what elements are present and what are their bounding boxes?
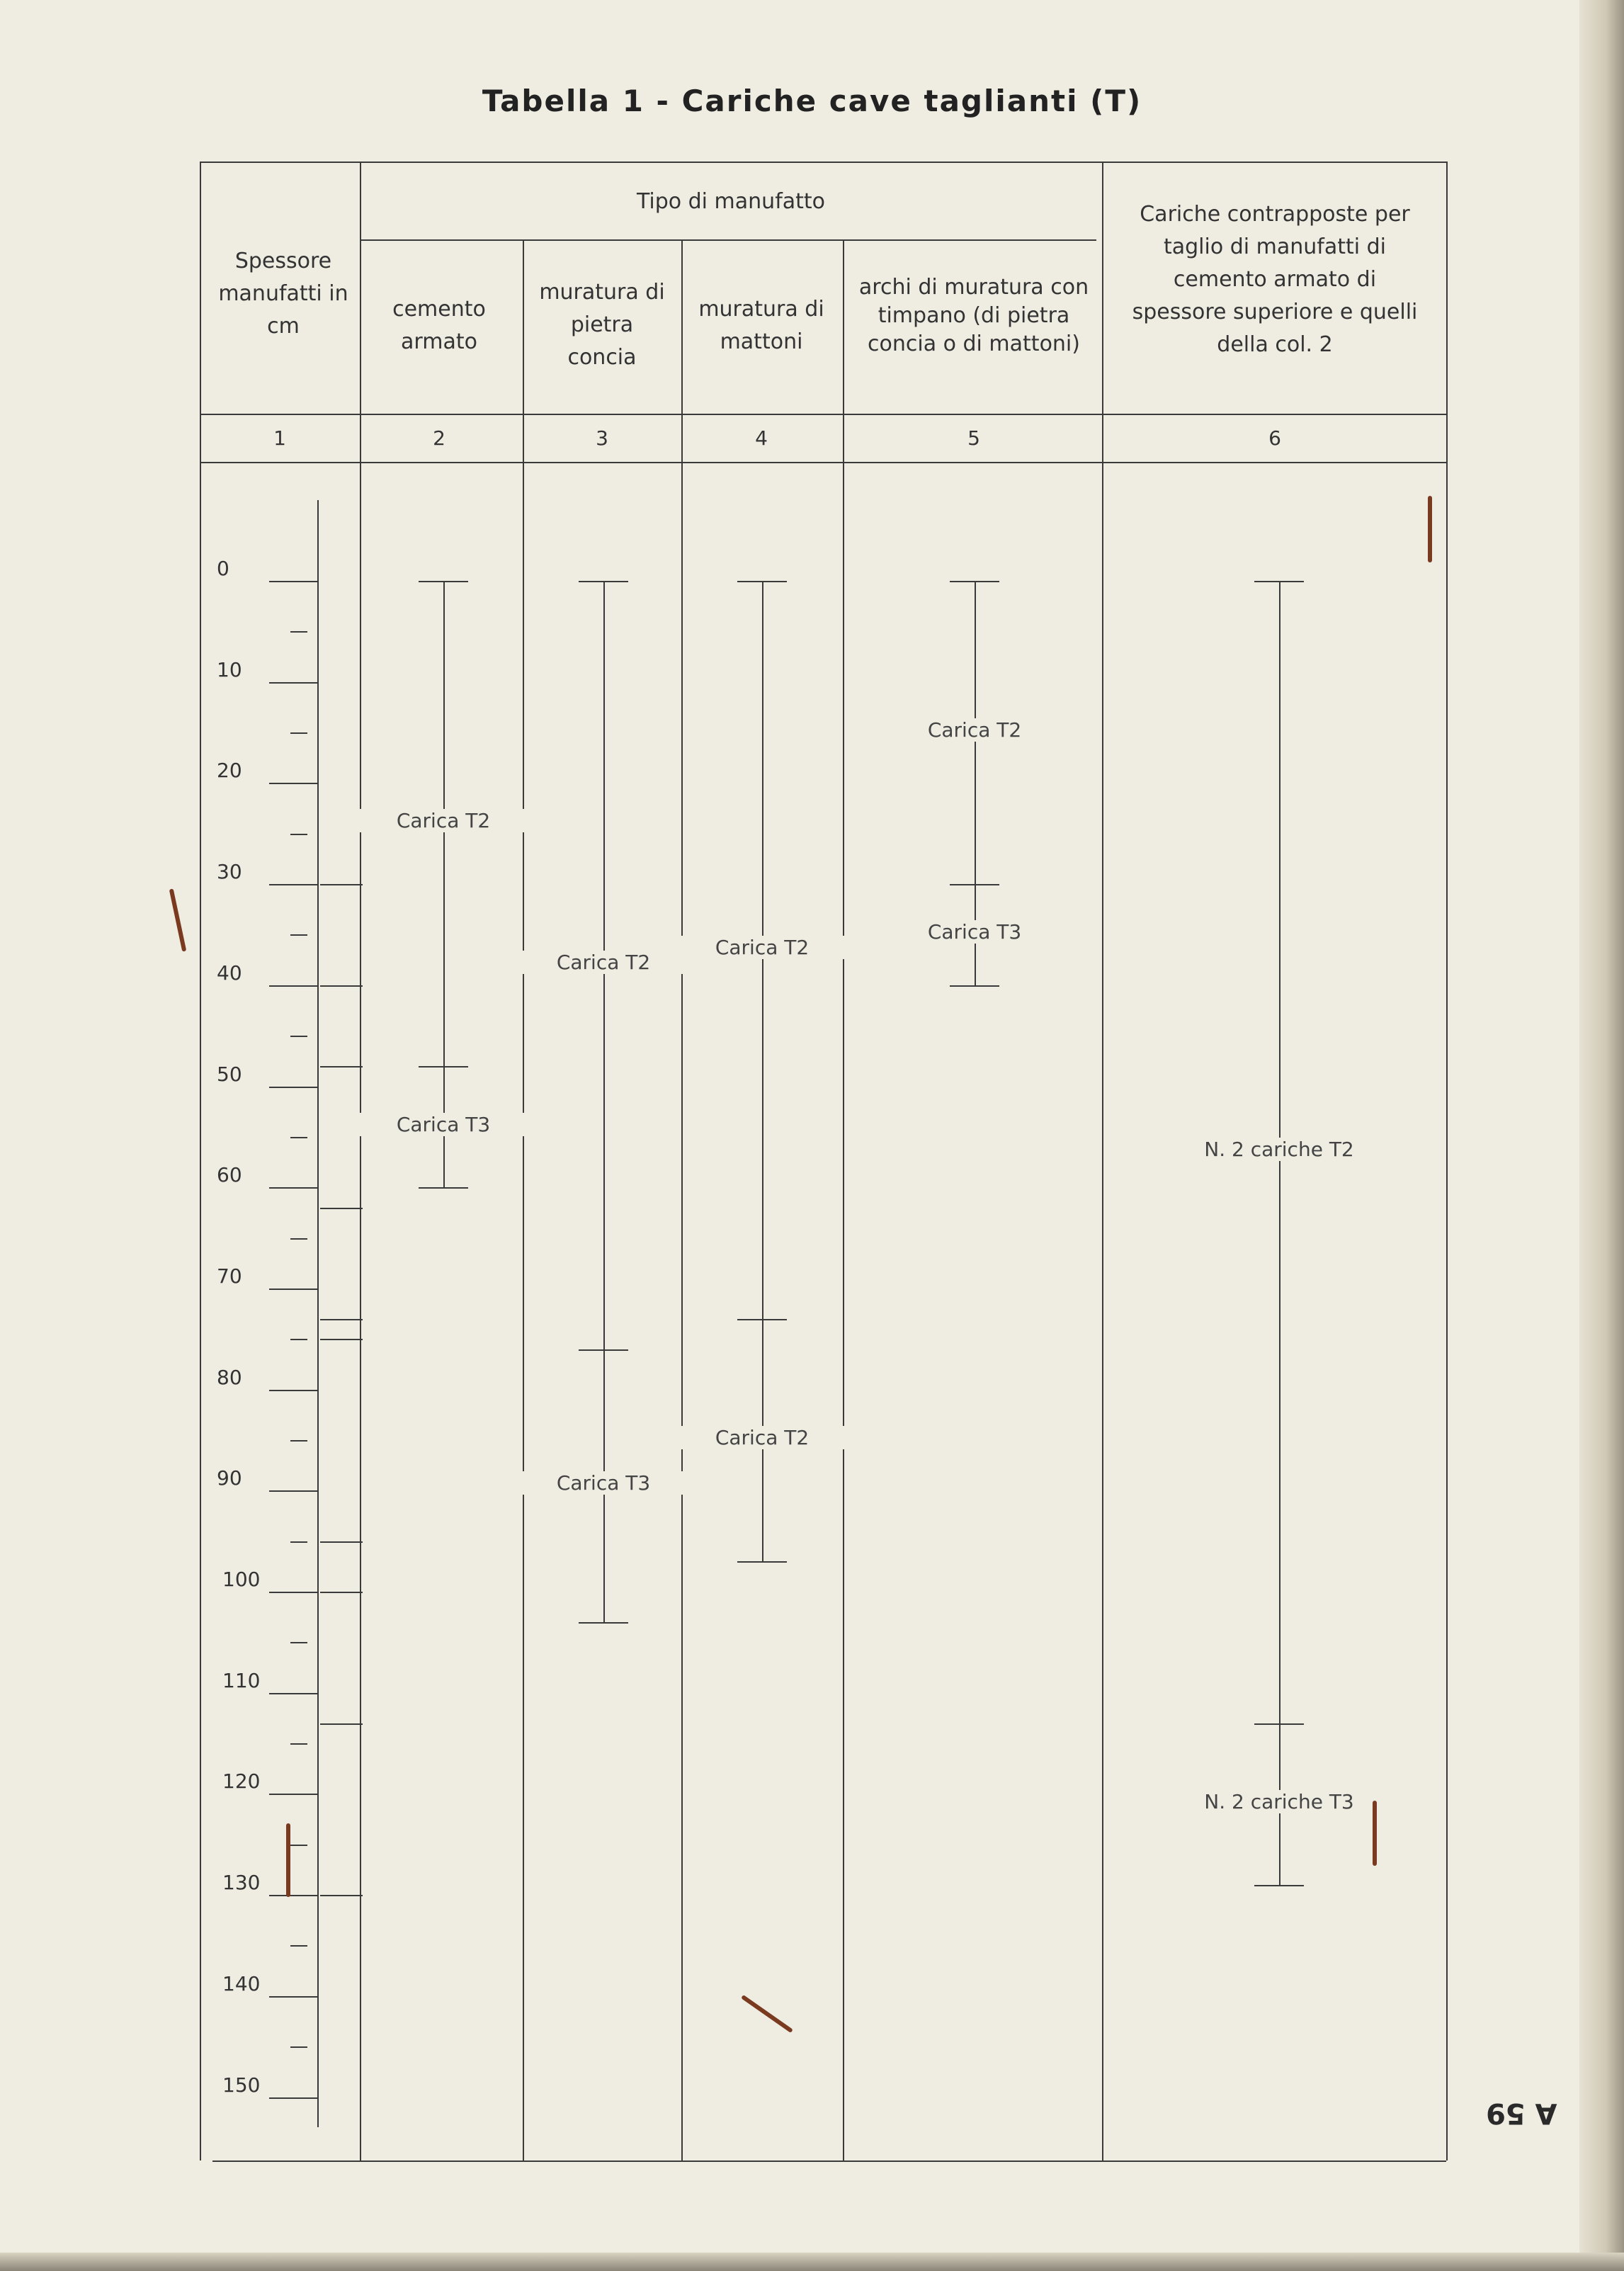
charge-label-c5-0: Carica T2 xyxy=(890,718,1060,742)
scale-label: 40 xyxy=(217,961,242,985)
scale-major-tick xyxy=(269,1187,319,1189)
scale-label: 90 xyxy=(217,1466,242,1490)
scale-label: 140 xyxy=(222,1971,261,1995)
scale-label: 60 xyxy=(217,1163,242,1187)
scale-minor-tick xyxy=(290,631,307,633)
scale-axis-line xyxy=(317,500,319,2127)
charge-cap-top-c2-0 xyxy=(419,581,468,582)
header-group-structure-type: Tipo di manufatto xyxy=(636,189,826,214)
scale-label: 110 xyxy=(222,1668,261,1692)
charge-cap-top-c3-0 xyxy=(579,581,628,582)
scale-marker-tick xyxy=(320,1319,363,1320)
scale-marker-tick xyxy=(320,1723,363,1725)
charge-label-c6-0: N. 2 cariche T2 xyxy=(1194,1138,1364,1161)
scale-marker-tick xyxy=(320,985,363,987)
header-col6-opposed-charges: Cariche contrapposte per taglio di manufatti di cemento armato di spessore superiore e quelli della col. 2 xyxy=(1132,202,1418,357)
staple-mark xyxy=(1373,1801,1377,1866)
scale-label: 120 xyxy=(222,1769,261,1794)
scale-marker-tick xyxy=(320,1208,363,1209)
scale-major-tick xyxy=(269,1592,319,1593)
scale-minor-tick xyxy=(290,1440,307,1442)
column-number-3: 3 xyxy=(596,426,608,450)
scale-major-tick xyxy=(269,682,319,684)
scale-label: 50 xyxy=(217,1062,242,1086)
charge-label-c5-1: Carica T3 xyxy=(890,920,1060,944)
charge-cap-bottom-c4-1 xyxy=(737,1561,787,1563)
scale-label: 70 xyxy=(217,1264,242,1288)
staple-mark xyxy=(741,1995,793,2033)
charge-label-c4-0: Carica T2 xyxy=(677,936,847,959)
charge-cap-bottom-c6-1 xyxy=(1254,1885,1304,1886)
scale-marker-tick xyxy=(320,1541,363,1543)
charge-cap-top-c4-0 xyxy=(737,581,787,582)
charge-cap-top-c2-1 xyxy=(419,1066,468,1067)
scale-label: 130 xyxy=(222,1871,261,1895)
column-number-6: 6 xyxy=(1268,426,1281,450)
scale-minor-tick xyxy=(290,732,307,734)
staple-mark xyxy=(286,1823,290,1897)
scale-marker-tick xyxy=(320,1592,363,1593)
scale-label: 30 xyxy=(217,860,242,884)
charge-cap-top-c4-1 xyxy=(737,1319,787,1320)
charge-label-c4-1: Carica T2 xyxy=(677,1426,847,1449)
page-edge-shadow xyxy=(1579,0,1624,2271)
header-col2-reinforced-concrete: cemento armato xyxy=(392,297,486,354)
scale-major-tick xyxy=(269,1289,319,1290)
header-col4-brick-masonry: muratura di mattoni xyxy=(698,297,824,354)
column-number-1: 1 xyxy=(273,426,286,450)
staple-mark xyxy=(169,888,187,951)
page-code: A 59 xyxy=(1486,2097,1557,2129)
charge-cap-top-c5-0 xyxy=(950,581,999,582)
header-col5-masonry-arches: archi di muratura con timpano (di pietra concia o di mattoni) xyxy=(858,275,1089,356)
scale-major-tick xyxy=(269,1390,319,1391)
scale-major-tick xyxy=(269,1490,319,1492)
scale-label: 10 xyxy=(217,657,242,681)
table-title: Tabella 1 - Cariche cave taglianti (T) xyxy=(482,84,1142,118)
charge-cap-top-c3-1 xyxy=(579,1349,628,1351)
scale-major-tick xyxy=(269,783,319,784)
scale-marker-tick xyxy=(320,1339,363,1340)
scale-minor-tick xyxy=(290,1238,307,1240)
charge-cap-top-c6-0 xyxy=(1254,581,1304,582)
charge-cap-bottom-c2-1 xyxy=(419,1187,468,1189)
page-bottom-edge xyxy=(0,2253,1624,2271)
charge-label-c2-1: Carica T3 xyxy=(358,1113,528,1136)
column-number-5: 5 xyxy=(967,426,980,450)
charge-cap-bottom-c3-1 xyxy=(579,1622,628,1624)
charge-label-c2-0: Carica T2 xyxy=(358,809,528,832)
scale-label: 80 xyxy=(217,1365,242,1389)
scale-minor-tick xyxy=(290,1945,307,1947)
scale-minor-tick xyxy=(290,1541,307,1543)
scale-major-tick xyxy=(269,2097,319,2099)
scale-major-tick xyxy=(269,581,319,582)
scale-label: 0 xyxy=(217,557,229,580)
scale-minor-tick xyxy=(290,1339,307,1340)
scale-minor-tick xyxy=(290,1743,307,1745)
scale-minor-tick xyxy=(290,1642,307,1643)
header-col3-stone-masonry: muratura di pietra concia xyxy=(539,280,665,370)
scale-major-tick xyxy=(269,1895,319,1896)
scale-marker-tick xyxy=(320,884,363,885)
scale-major-tick xyxy=(269,1087,319,1088)
charge-cap-bottom-c5-1 xyxy=(950,985,999,987)
header-col1-thickness: Spessore manufatti in cm xyxy=(218,249,348,339)
scale-major-tick xyxy=(269,884,319,885)
scale-label: 20 xyxy=(217,759,242,783)
scale-label: 150 xyxy=(222,2073,261,2097)
staple-mark xyxy=(1428,496,1432,562)
charge-cap-top-c5-1 xyxy=(950,884,999,885)
scale-minor-tick xyxy=(290,1137,307,1138)
scale-marker-tick xyxy=(320,1066,363,1067)
charge-cap-top-c6-1 xyxy=(1254,1723,1304,1725)
scale-minor-tick xyxy=(290,834,307,835)
scale-minor-tick xyxy=(290,1036,307,1037)
scale-minor-tick xyxy=(290,2046,307,2048)
scale-minor-tick xyxy=(290,1845,307,1846)
scale-major-tick xyxy=(269,1996,319,1998)
charge-label-c3-0: Carica T2 xyxy=(518,951,688,974)
column-number-2: 2 xyxy=(433,426,445,450)
scale-label: 100 xyxy=(222,1568,261,1591)
charge-label-c6-1: N. 2 cariche T3 xyxy=(1194,1790,1364,1813)
scale-marker-tick xyxy=(320,1895,363,1896)
scale-major-tick xyxy=(269,1693,319,1694)
column-number-4: 4 xyxy=(755,426,768,450)
scale-minor-tick xyxy=(290,934,307,936)
charge-label-c3-1: Carica T3 xyxy=(518,1471,688,1495)
scale-major-tick xyxy=(269,985,319,987)
scale-major-tick xyxy=(269,1794,319,1795)
